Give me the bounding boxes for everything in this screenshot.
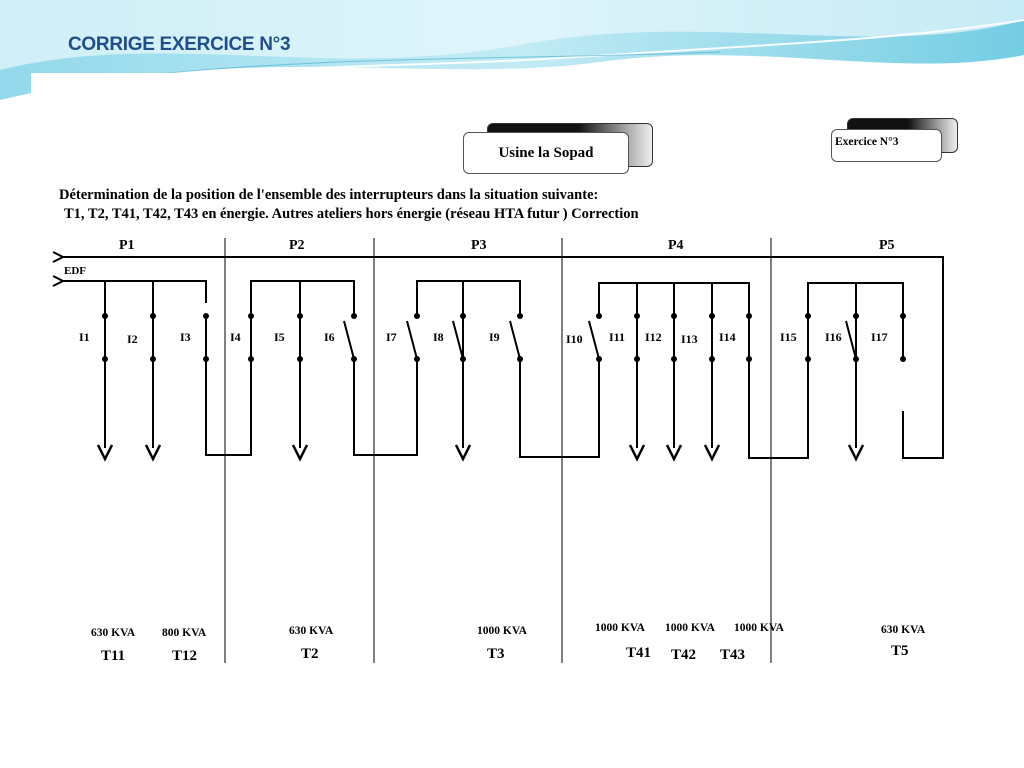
slide-title: CORRIGE EXERCICE N°3 [68, 34, 291, 55]
wiring [61, 238, 943, 663]
transformer-rating: 630 KVA [289, 625, 334, 637]
switch-label: I15 [780, 330, 797, 344]
source-label-edf: EDF [64, 265, 86, 277]
switch-i7 [407, 313, 420, 362]
single-line-diagram [31, 73, 993, 663]
transformer-name: T42 [671, 647, 697, 663]
post-label-p1: P1 [119, 238, 135, 253]
diagram-labels [64, 238, 926, 663]
site-name: Usine la Sopad [498, 144, 594, 161]
switch-label: I9 [489, 330, 500, 344]
transformer-rating: 630 KVA [881, 624, 926, 636]
transformer-rating: 630 KVA [91, 627, 136, 639]
switch-i6 [344, 313, 357, 362]
source-arrow-icon [53, 252, 63, 262]
switch-label: I14 [719, 330, 736, 344]
switch-i1 [102, 313, 108, 362]
diagram-panel [31, 73, 993, 663]
transformer-name: T43 [720, 647, 746, 663]
switch-label: I5 [274, 330, 285, 344]
switch-label: I2 [127, 332, 138, 346]
transformer-name: T12 [172, 648, 198, 663]
source-arrow-icon [53, 276, 63, 286]
switch-label: I13 [681, 332, 698, 346]
switch-i9 [510, 313, 523, 362]
transformer-name: T5 [891, 643, 909, 659]
switch-i17 [900, 313, 906, 362]
switch-i8 [453, 313, 466, 362]
switch-label: I4 [230, 330, 241, 344]
transformer-rating: 800 KVA [162, 627, 207, 639]
heading-line-1: Détermination de la position de l'ensemble des interrupteurs dans la situation suivante: [59, 187, 599, 203]
switch-i2 [150, 313, 156, 362]
switch-label: I11 [609, 330, 626, 344]
switch-label: I17 [871, 330, 888, 344]
switch-label: I10 [566, 332, 583, 346]
switch-i15 [805, 313, 811, 362]
post-label-p4: P4 [668, 238, 684, 253]
transformer-rating: 1000 KVA [665, 622, 715, 634]
heading-line-2: T1, T2, T41, T42, T43 en énergie. Autres ateliers hors énergie (réseau HTA futur ) Correction [64, 206, 639, 222]
transformer-name: T41 [626, 645, 652, 661]
transformer-name: T2 [301, 646, 319, 662]
post-label-p2: P2 [289, 238, 305, 253]
switch-i11 [634, 313, 640, 362]
switch-label: I8 [433, 330, 444, 344]
switch-i4 [248, 313, 254, 362]
transformer-name: T11 [101, 648, 126, 663]
switch-i12 [671, 313, 677, 362]
switch-label: I7 [386, 330, 397, 344]
switch-i13 [709, 313, 715, 362]
exercise-label: Exercice N°3 [835, 136, 899, 148]
switch-i10 [589, 313, 602, 362]
switch-i3 [203, 313, 209, 362]
switch-i16 [846, 313, 859, 362]
switch-label: I12 [645, 330, 662, 344]
switch-label: I3 [180, 330, 191, 344]
transformer-rating: 1000 KVA [595, 622, 645, 634]
switch-label: I1 [79, 330, 90, 344]
post-label-p3: P3 [471, 238, 487, 253]
transformer-rating: 1000 KVA [477, 625, 527, 637]
switch-i14 [746, 313, 752, 362]
post-label-p5: P5 [879, 238, 895, 253]
switch-label: I16 [825, 330, 842, 344]
transformer-name: T3 [487, 646, 505, 662]
switch-i5 [297, 313, 303, 362]
switch-label: I6 [324, 330, 335, 344]
transformer-rating: 1000 KVA [734, 622, 784, 634]
